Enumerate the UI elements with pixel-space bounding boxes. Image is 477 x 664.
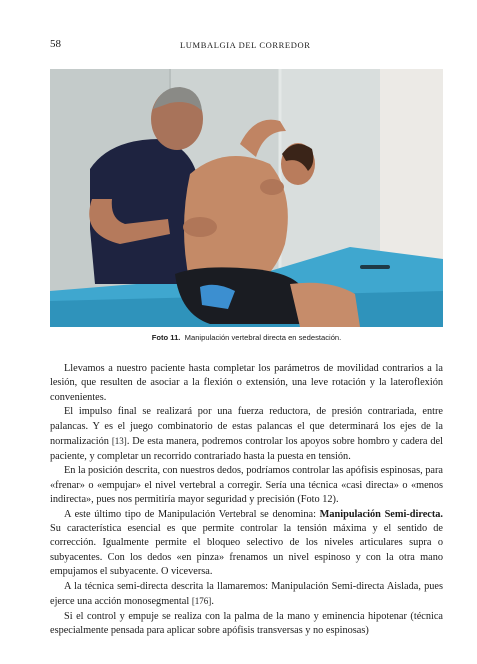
paragraph-text: . (211, 596, 214, 608)
paragraph-text: . De esta manera, podremos controlar los apoyos sobre hombro y cadera del paciente, y completar un recorrido contrariado hasta la puesta en tensión. (50, 436, 443, 462)
paragraph (50, 508, 443, 580)
paragraph: Si el control y empuje se realiza con la palma de la mano y eminencia hipotenar (técnica especialmente pensada para aplicar sobre apófisis transversas y no espinosas) (50, 610, 443, 637)
page-number: 58 (50, 38, 61, 50)
caption-text: Manipulación vertebral directa en sedestación. (184, 333, 342, 342)
caption-label: Foto 11. (151, 333, 181, 342)
figure-photo (50, 69, 443, 327)
figure-caption (50, 333, 443, 342)
manipulation-photo-illustration (50, 69, 443, 327)
paragraph (50, 405, 443, 464)
citation-ref: [13] (111, 436, 127, 447)
paragraph-text: El impulso final se realizará por una fuerza reductora, de presión contrariada, entre palancas. Y es el juego combinatorio de estas palancas el que determinará los ejes de la normalización (50, 406, 443, 448)
paragraph: Llevamos a nuestro paciente hasta completar los parámetros de movilidad contrarios a la lesión, que resulten de asociar a la flexión o extensión, una leve rotación y la lateroflexión convenientes. (50, 363, 443, 403)
paragraph-text: A la técnica semi-directa descrita la llamaremos: Manipulación Semi-directa Aislada, pues ejerce una acción monosegmental (50, 580, 443, 608)
paragraph: En la posición descrita, con nuestros dedos, podríamos controlar las apófisis espinosas, para «frenar» o «empujar» el nivel vertebral a corregir. Sería una técnica «casi directa» o «menos indirecta», pues nos permitiría mayor seguridad y precisión (Foto 12). (50, 465, 443, 506)
paragraph (50, 580, 443, 610)
running-title: LUMBALGIA DEL CORREDOR (180, 40, 311, 50)
term-bold: Manipulación Semi-directa. (319, 508, 443, 520)
citation-ref: [176] (191, 596, 212, 607)
body-text (50, 362, 443, 639)
paragraph-text: A este último tipo de Manipulación Vertebral se denomina: (64, 508, 320, 520)
paragraph-text: Su característica esencial es que permite controlar la tensión máxima y el sentido de corrección. Igualmente permite el bloqueo selectivo de los niveles articulares supra o subyacentes. Con los dedos «en pinza» frenamos un nivel espinoso y con la otra mano empujamos el subyacente. O viceversa. (50, 522, 443, 578)
